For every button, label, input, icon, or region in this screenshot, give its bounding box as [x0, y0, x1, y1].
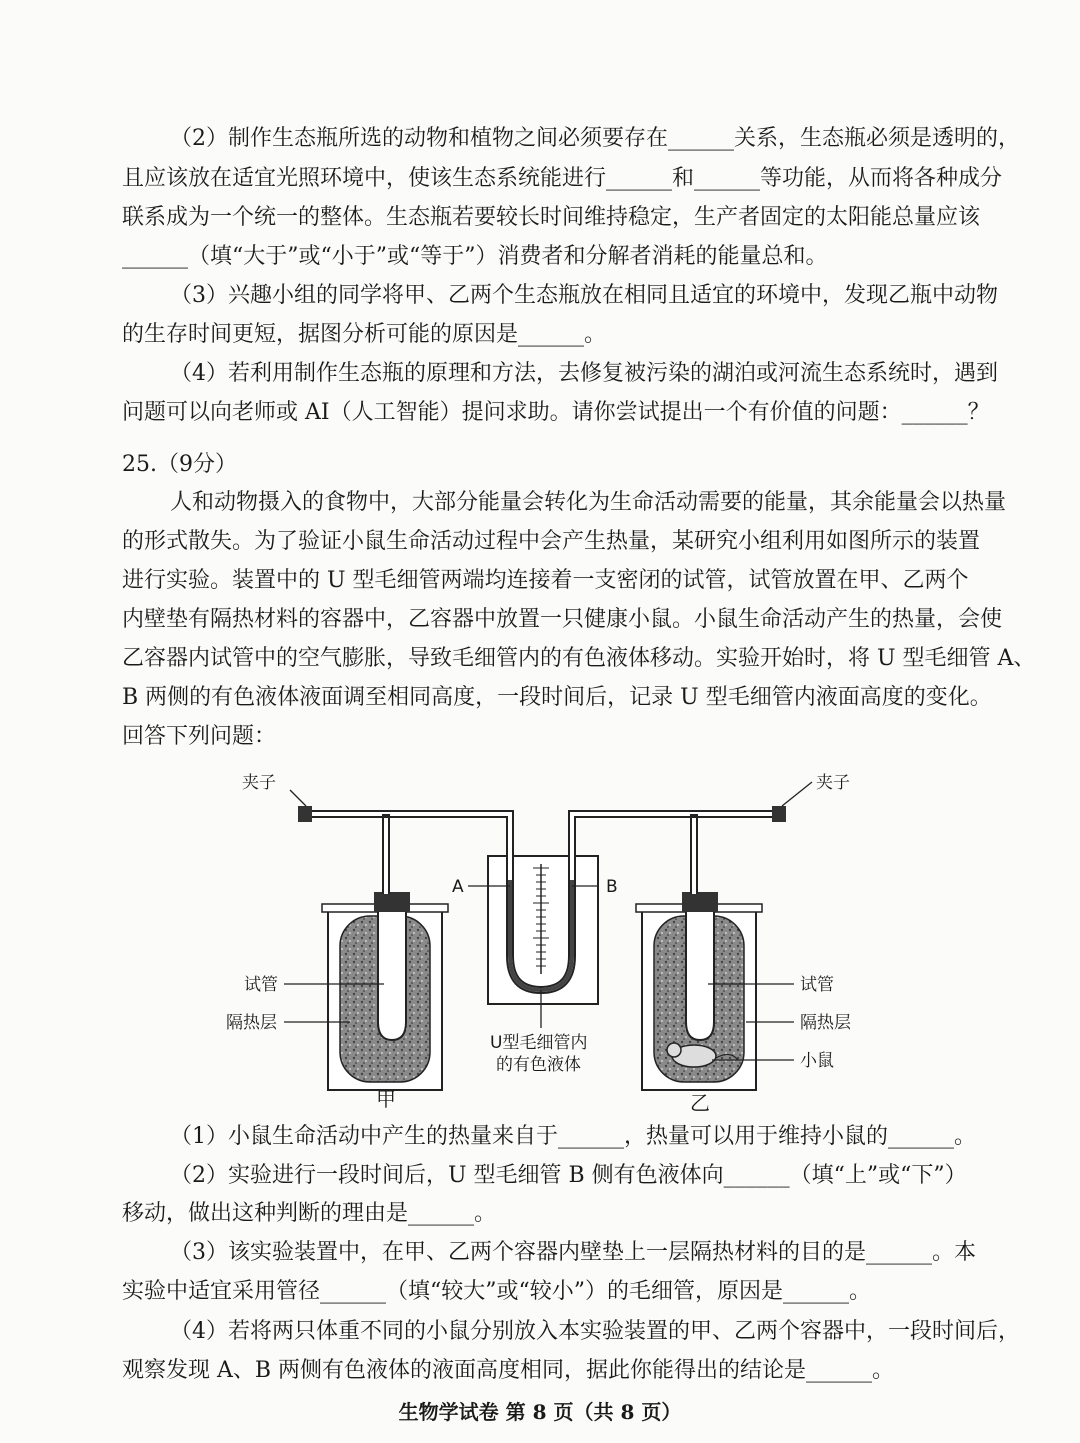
label-liquid-1: U型毛细管内: [490, 1033, 588, 1053]
text-line: 的形式散失。为了验证小鼠生命活动过程中会产生热量，某研究小组利用如图所示的装置: [122, 529, 981, 554]
label-container-jia: 甲: [376, 1087, 396, 1111]
label-a: A: [452, 877, 464, 897]
label-tube-left: 试管: [244, 975, 278, 995]
text-line: （3）该实验装置中，在甲、乙两个容器内壁垫上一层隔热材料的目的是______。本: [170, 1240, 976, 1265]
text-line: ______（填“大于”或“小于”或“等于”）消费者和分解者消耗的能量总和。: [122, 244, 828, 269]
text-line: 内壁垫有隔热材料的容器中，乙容器中放置一只健康小鼠。小鼠生命活动产生的热量，会使: [122, 607, 1003, 632]
label-insulation-right: 隔热层: [800, 1013, 851, 1033]
text-line: 乙容器内试管中的空气膨胀，导致毛细管内的有色液体移动。实验开始时，将 U 型毛细管 A、: [122, 646, 1036, 671]
clamp-right-shape: [772, 806, 786, 822]
label-tube-right: 试管: [800, 975, 834, 995]
text-line: 人和动物摄入的食物中，大部分能量会转化为生命活动需要的能量，其余能量会以热量: [170, 490, 1007, 515]
text-line: （2）制作生态瓶所选的动物和植物之间必须要存在______关系，生态瓶必须是透明的，: [170, 126, 1020, 151]
label-liquid-2: 的有色液体: [496, 1055, 581, 1075]
clamp-left-shape: [298, 806, 312, 822]
text-line: 且应该放在适宜光照环境中，使该生态系统能进行______和______等功能，从而将各种成分: [122, 166, 1003, 191]
container-jia: [322, 892, 448, 1090]
page-footer: 生物学试卷 第 8 页（共 8 页）: [398, 1400, 682, 1424]
text-line: B 两侧的有色液体液面调至相同高度，一段时间后，记录 U 型毛细管内液面高度的变化。: [122, 685, 992, 710]
text-line: （3）兴趣小组的同学将甲、乙两个生态瓶放在相同且适宜的环境中，发现乙瓶中动物: [170, 283, 998, 308]
text-line: （4）若利用制作生态瓶的原理和方法，去修复被污染的湖泊或河流生态系统时，遇到: [170, 361, 998, 386]
text-line: 的生存时间更短，据图分析可能的原因是______。: [122, 322, 607, 347]
label-container-yi: 乙: [690, 1091, 710, 1115]
text-line: （4）若将两只体重不同的小鼠分别放入本实验装置的甲、乙两个容器中，一段时间后，: [170, 1319, 1020, 1344]
experiment-apparatus-figure: [0, 760, 1080, 1120]
text-line: 进行实验。装置中的 U 型毛细管两端均连接着一支密闭的试管，试管放置在甲、乙两个: [122, 568, 969, 593]
text-line: 联系成为一个统一的整体。生态瓶若要较长时间维持稳定，生产者固定的太阳能总量应该: [122, 205, 981, 230]
text-line: （1）小鼠生命活动中产生的热量来自于______，热量可以用于维持小鼠的______。: [170, 1124, 976, 1149]
text-line: 移动，做出这种判断的理由是______。: [122, 1201, 497, 1226]
u-tube-box: [488, 822, 598, 1004]
text-line: （2）实验进行一段时间后，U 型毛细管 B 侧有色液体向______（填“上”或“下”）: [170, 1163, 967, 1188]
text-line: 实验中适宜采用管径______（填“较大”或“较小”）的毛细管，原因是______。: [122, 1279, 871, 1304]
text-line: 25.（9分）: [122, 452, 237, 477]
label-clamp-left: 夹子: [242, 773, 276, 793]
label-clamp-right: 夹子: [816, 773, 850, 793]
label-mouse: 小鼠: [800, 1051, 834, 1071]
text-line: 观察发现 A、B 两侧有色液体的液面高度相同，据此你能得出的结论是______。: [122, 1358, 895, 1383]
text-line: 回答下列问题：: [122, 724, 277, 749]
text-line: 问题可以向老师或 AI（人工智能）提问求助。请你尝试提出一个有价值的问题：______？: [122, 400, 990, 425]
label-b: B: [606, 877, 618, 897]
label-insulation-left: 隔热层: [226, 1013, 277, 1033]
